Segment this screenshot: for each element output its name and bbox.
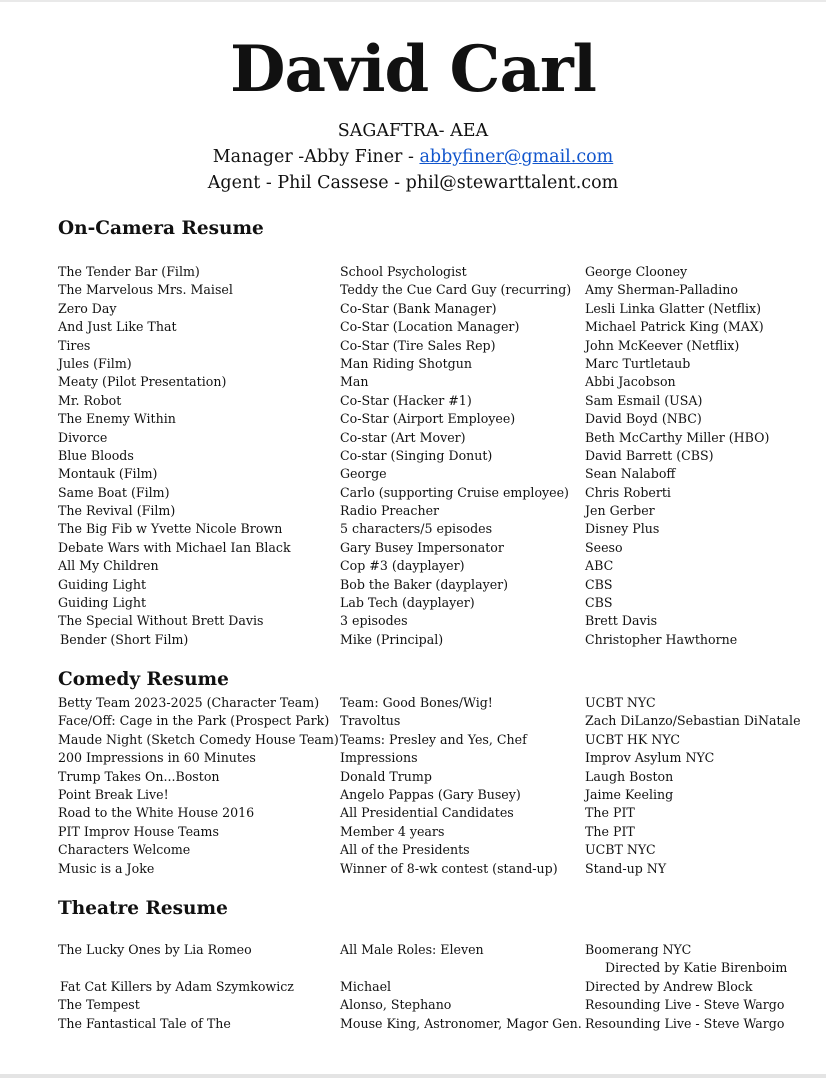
credit-title: Road to the White House 2016 (58, 805, 255, 821)
table-row (58, 823, 818, 841)
credit-role: Teddy the Cue Card Guy (recurring) (340, 282, 572, 298)
credit-role: Travoltus (340, 713, 401, 729)
credit-role: Cop #3 (dayplayer) (340, 558, 465, 574)
credit-role: Mike (Principal) (340, 631, 444, 647)
credit-director: John McKeever (Netflix) (585, 337, 740, 353)
credit-title: Tires (58, 337, 91, 353)
credit-role: Member 4 years (340, 823, 445, 839)
credit-role: Co-Star (Airport Employee) (340, 411, 516, 427)
credit-title: The Big Fib w Yvette Nicole Brown (58, 521, 283, 537)
credit-role: Impressions (340, 750, 418, 766)
credit-role: Gary Busey Impersonator (340, 539, 504, 555)
credit-title: The Fantastical Tale of The (58, 1015, 231, 1031)
credit-title: The Enemy Within (58, 411, 176, 427)
credit-director: David Boyd (NBC) (585, 411, 702, 427)
credit-title: Divorce (58, 429, 108, 445)
credit-role: Teams: Presley and Yes, Chef (340, 731, 527, 747)
credit-role: Radio Preacher (340, 503, 440, 519)
credit-role: Man Riding Shotgun (340, 355, 472, 371)
credit-role: Co-Star (Hacker #1) (340, 392, 472, 408)
union-affiliation: SAGAFTRA- AEA (337, 121, 489, 141)
table-row (58, 768, 818, 786)
table-row (58, 337, 818, 355)
credit-title: Maude Night (Sketch Comedy House Team) (58, 731, 339, 747)
table-row (58, 355, 818, 373)
credit-title: Meaty (Pilot Presentation) (58, 374, 227, 390)
credit-title: Montauk (Film) (58, 466, 158, 482)
credit-director: Beth McCarthy Miller (HBO) (585, 429, 770, 445)
table-row (58, 373, 818, 391)
page-top-edge (0, 0, 826, 2)
table-row (58, 502, 818, 520)
credit-director: Sam Esmail (USA) (585, 392, 703, 408)
credit-director: UCBT NYC (585, 842, 656, 858)
credit-director: Christopher Hawthorne (585, 631, 738, 647)
credit-director: Amy Sherman-Palladino (585, 282, 738, 298)
table-row (58, 520, 818, 538)
table-row (58, 300, 818, 318)
credit-role: Mouse King, Astronomer, Magor Gen. (340, 1015, 582, 1031)
credit-role: Winner of 8-wk contest (stand-up) (340, 860, 558, 876)
credit-title: Debate Wars with Michael Ian Black (58, 539, 291, 555)
table-row (58, 978, 818, 996)
credit-role: All of the Presidents (340, 842, 470, 858)
credit-role: George (340, 466, 387, 482)
table-row (58, 484, 818, 502)
credit-title: Face/Off: Cage in the Park (Prospect Park) (58, 713, 330, 729)
credit-role: Co-Star (Tire Sales Rep) (340, 337, 496, 353)
credit-title: Same Boat (Film) (58, 484, 170, 500)
credit-director: The PIT (585, 823, 635, 839)
credit-title: All My Children (58, 558, 159, 574)
credit-title: The Tempest (58, 997, 140, 1013)
agent-line: Agent - Phil Cassese - phil@stewarttalent.com (207, 173, 619, 193)
credit-title: The Revival (Film) (58, 503, 176, 519)
credit-director: Stand-up NY (585, 860, 667, 876)
table-row (58, 804, 818, 822)
credit-role: Co-star (Singing Donut) (340, 447, 493, 463)
credit-title: The Marvelous Mrs. Maisel (58, 282, 233, 298)
credit-role: Man (340, 374, 369, 390)
theatre-title: Theatre Resume (58, 898, 228, 919)
manager-email-link[interactable]: abbyfiner@gmail.com (419, 147, 614, 167)
credit-title: Betty Team 2023-2025 (Character Team) (58, 695, 320, 710)
credit-title: Characters Welcome (58, 842, 191, 858)
table-row (58, 318, 818, 336)
credit-title: Bender (Short Film) (60, 631, 189, 647)
credit-director: Chris Roberti (585, 484, 671, 500)
manager-line (0, 144, 826, 170)
table-row (58, 959, 818, 977)
resume-name: David Carl (230, 32, 596, 107)
credit-role: Michael (340, 979, 392, 994)
credit-title: And Just Like That (58, 319, 177, 335)
table-row (58, 731, 818, 749)
table-row (58, 1015, 818, 1033)
credit-director: Improv Asylum NYC (585, 750, 715, 766)
credit-director: Michael Patrick King (MAX) (585, 319, 764, 335)
comedy-title: Comedy Resume (58, 669, 229, 690)
credit-title: 200 Impressions in 60 Minutes (58, 750, 256, 766)
credit-role: All Presidential Candidates (340, 805, 514, 821)
credit-director: George Clooney (585, 264, 688, 279)
table-row (58, 447, 818, 465)
credit-director: The PIT (585, 805, 635, 821)
table-row (58, 392, 818, 410)
credit-role: 3 episodes (340, 613, 408, 629)
credit-title: Jules (Film) (58, 355, 132, 371)
credit-director: UCBT NYC (585, 695, 656, 710)
credit-director: UCBT HK NYC (585, 731, 681, 747)
credit-title: Mr. Robot (58, 392, 122, 408)
credit-role: 5 characters/5 episodes (340, 521, 493, 537)
credit-title: The Lucky Ones by Lia Romeo (58, 942, 252, 957)
credit-director: Disney Plus (585, 521, 660, 537)
on-camera-title: On-Camera Resume (58, 218, 264, 239)
credit-title: Guiding Light (58, 576, 147, 592)
table-row (58, 594, 818, 612)
table-row (58, 465, 818, 483)
credit-director: Directed by Andrew Block (585, 979, 753, 994)
on-camera-table (58, 263, 818, 649)
credit-role: Team: Good Bones/Wig! (340, 695, 493, 710)
credit-role: Carlo (supporting Cruise employee) (340, 484, 569, 500)
credit-title: Point Break Live! (58, 786, 169, 802)
credit-title: PIT Improv House Teams (58, 823, 219, 839)
table-row (58, 557, 818, 575)
credit-role: Bob the Baker (dayplayer) (340, 576, 509, 592)
credit-role: Angelo Pappas (Gary Busey) (340, 786, 521, 802)
credit-role: School Psychologist (340, 264, 467, 279)
table-row (58, 612, 818, 630)
credit-title: Music is a Joke (58, 860, 155, 876)
table-row (58, 576, 818, 594)
table-row (58, 429, 818, 447)
credit-director: CBS (585, 576, 613, 592)
table-row (58, 749, 818, 767)
credit-venue: Boomerang NYC (585, 942, 692, 957)
credit-title: Fat Cat Killers by Adam Szymkowicz (60, 979, 294, 994)
page-bottom-edge (0, 1074, 826, 1078)
table-row (58, 281, 818, 299)
table-row (58, 996, 818, 1014)
credit-director: David Barrett (CBS) (585, 447, 714, 463)
manager-label: Manager -Abby Finer - (212, 147, 420, 167)
credit-director: Jen Gerber (585, 503, 655, 519)
table-row (58, 841, 818, 859)
table-row (58, 860, 818, 878)
credit-role: Lab Tech (dayplayer) (340, 595, 475, 611)
credit-director: Marc Turtletaub (585, 355, 691, 371)
table-row (58, 410, 818, 428)
credit-director: Brett Davis (585, 613, 658, 629)
table-row (58, 263, 818, 281)
table-row (58, 941, 818, 959)
table-row (58, 539, 818, 557)
credit-director: Jaime Keeling (585, 786, 674, 802)
credit-role: All Male Roles: Eleven (340, 942, 484, 957)
table-row (58, 694, 818, 712)
credit-director: Resounding Live - Steve Wargo (585, 1015, 785, 1031)
credit-director: Seeso (585, 539, 623, 555)
credit-role: Donald Trump (340, 768, 432, 784)
credit-role: Co-Star (Location Manager) (340, 319, 520, 335)
credit-director: Resounding Live - Steve Wargo (585, 997, 785, 1013)
credit-director: Abbi Jacobson (585, 374, 676, 390)
table-row (58, 786, 818, 804)
credit-director: Zach DiLanzo/Sebastian DiNatale (585, 713, 801, 729)
credit-director: CBS (585, 595, 613, 611)
credit-title: Guiding Light (58, 595, 147, 611)
credit-role: Co-star (Art Mover) (340, 429, 466, 445)
table-row (58, 712, 818, 730)
credit-director: Lesli Linka Glatter (Netflix) (585, 300, 762, 316)
theatre-table (58, 941, 818, 978)
credit-title: Zero Day (58, 300, 117, 316)
credit-director: Sean Nalaboff (585, 466, 676, 482)
table-row (58, 631, 818, 649)
credit-title: Blue Bloods (58, 447, 134, 463)
credit-title: The Special Without Brett Davis (58, 613, 264, 629)
credit-role: Co-Star (Bank Manager) (340, 300, 497, 316)
credit-title: Trump Takes On...Boston (58, 768, 220, 784)
credit-title: The Tender Bar (Film) (58, 264, 200, 279)
theatre-table-cont (58, 978, 818, 1033)
credit-director: Directed by Katie Birenboim (605, 960, 788, 976)
credit-director: Laugh Boston (585, 768, 674, 784)
credit-role: Alonso, Stephano (340, 997, 452, 1013)
credit-director: ABC (585, 558, 614, 574)
comedy-table (58, 694, 818, 878)
